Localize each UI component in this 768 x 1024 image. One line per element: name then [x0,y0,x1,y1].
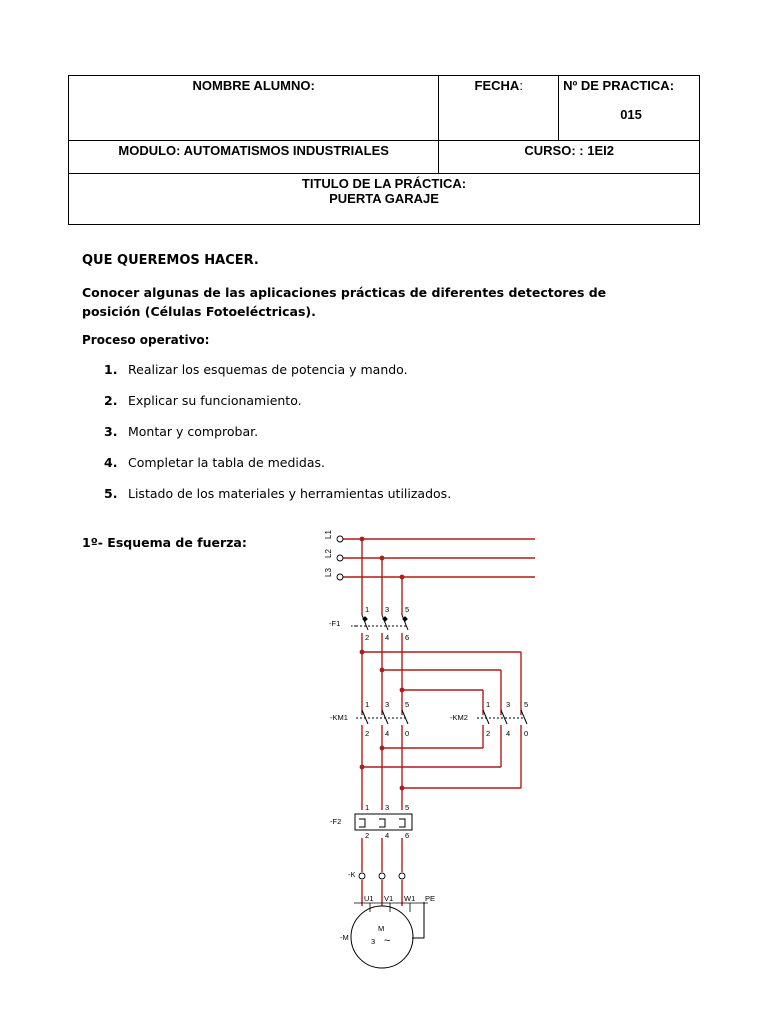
km1-t5: 5 [405,700,410,709]
motor-3: 3 [371,937,376,946]
junction-dot [380,746,385,751]
step-number: 4. [104,455,118,470]
modulo-label: MODULO: AUTOMATISMOS INDUSTRIALES [118,143,389,158]
label-v1: V1 [384,894,394,903]
modulo-cell [69,141,439,174]
steps-list [104,362,451,517]
power-circuit-diagram [320,520,560,970]
step-text: Completar la tabla de medidas. [128,455,325,470]
label-l3: L3 [324,568,333,577]
que-queremos-hacer-heading: QUE QUEREMOS HACER. [82,253,259,268]
label-u1: U1 [364,894,374,903]
junction-dot [380,668,385,673]
km2-t3: 3 [506,700,511,709]
header-table [68,75,700,225]
label-pe: PE [425,894,436,903]
conocer-paragraph: Conocer algunas de las aplicaciones prácticas de diferentes detectores de posición (Células Fotoeléctricas). [82,285,607,319]
step-number: 1. [104,362,118,377]
terminal-l1 [337,536,343,542]
curso-cell [439,141,700,174]
terminal [399,873,405,879]
esquema-fuerza-heading: 1º- Esquema de fuerza: [82,535,247,550]
km2-contactor [477,710,527,724]
motor-circle [351,906,413,968]
f2-t1: 1 [365,803,370,812]
f2-t6: 6 [405,831,410,840]
f1-t2: 2 [365,633,370,642]
km2-contact-1 [483,710,489,724]
terminal-l3 [337,574,343,580]
label-f1: -F1 [329,619,341,628]
label-km1: -KM1 [330,713,348,722]
pe-wire [412,902,424,938]
terminal [379,873,385,879]
motor-m: M [378,924,385,933]
n-practica-label: Nº DE PRACTICA: [563,78,675,93]
step-number: 5. [104,486,118,501]
step-text: Realizar los esquemas de potencia y mando. [128,362,408,377]
f2-t3: 3 [385,803,390,812]
junction-dot [380,556,385,561]
fecha-colon: : [519,78,523,93]
km2-t5: 5 [524,700,529,709]
f2-t4: 4 [385,831,390,840]
label-f2: -F2 [330,817,342,826]
step-text: Listado de los materiales y herramientas utilizados. [128,486,452,501]
bus-terminals [337,536,343,580]
titulo-cell [69,174,700,225]
junction-dot [360,537,365,542]
label-l2: L2 [324,549,333,558]
km1-t0: 0 [405,729,410,738]
junction-dot [400,575,405,580]
f1-t5: 5 [405,605,410,614]
n-practica-value: 015 [620,107,642,122]
nombre-alumno-cell [69,76,439,141]
nombre-alumno-label: NOMBRE ALUMNO: [192,78,315,93]
km1-t4: 4 [385,729,390,738]
step-number: 3. [104,424,118,439]
n-practica-cell [559,76,700,141]
fecha-cell [439,76,559,141]
f1-trip-marks [362,616,408,622]
k-terminals [359,873,405,879]
f1-t6: 6 [405,633,410,642]
km2-contact-3 [521,710,527,724]
terminal [359,873,365,879]
f2-box [355,814,412,830]
wires [342,539,535,912]
step-number: 2. [104,393,118,408]
km1-contact-1 [362,710,368,724]
f1-breaker [351,615,408,630]
bus-labels [324,530,333,577]
km2-t4: 4 [506,729,511,738]
proceso-operativo-heading: Proceso operativo: [82,333,210,347]
list-item [104,486,451,517]
km2-t2: 2 [486,729,491,738]
label-w1: W1 [404,894,416,903]
f1-t1: 1 [365,605,370,614]
junction-dot [400,688,405,693]
fecha-label: FECHA [474,78,520,93]
label-km2: -KM2 [450,713,468,722]
junction-dot [360,650,365,655]
list-item [104,393,451,424]
km2-t0: 0 [524,729,529,738]
junction-dot [400,786,405,791]
list-item [104,362,451,393]
terminal-l2 [337,555,343,561]
km1-t2: 2 [365,729,370,738]
list-item [104,424,451,455]
label-k: -K [348,870,356,879]
titulo-label: TITULO DE LA PRÁCTICA: [301,176,467,191]
label-m: -M [340,933,349,942]
step-text: Explicar su funcionamiento. [128,393,302,408]
km2-t1: 1 [486,700,491,709]
km1-contact-2 [382,710,388,724]
titulo-value: PUERTA GARAJE [329,191,439,206]
motor-tilde: ~ [384,935,391,947]
step-text: Montar y comprobar. [128,424,259,439]
km1-t3: 3 [385,700,390,709]
f1-t4: 4 [385,633,390,642]
f1-t3: 3 [385,605,390,614]
km1-contact-3 [402,710,408,724]
label-l1: L1 [324,530,333,539]
km2-contact-2 [501,710,507,724]
f2-t5: 5 [405,803,410,812]
f2-thermal-relay [355,814,412,830]
junction-dot [360,765,365,770]
km1-t1: 1 [365,700,370,709]
diagram-labels [329,605,528,947]
list-item [104,455,451,486]
curso-label: CURSO: : 1EI2 [524,143,614,158]
f2-t2: 2 [365,831,370,840]
